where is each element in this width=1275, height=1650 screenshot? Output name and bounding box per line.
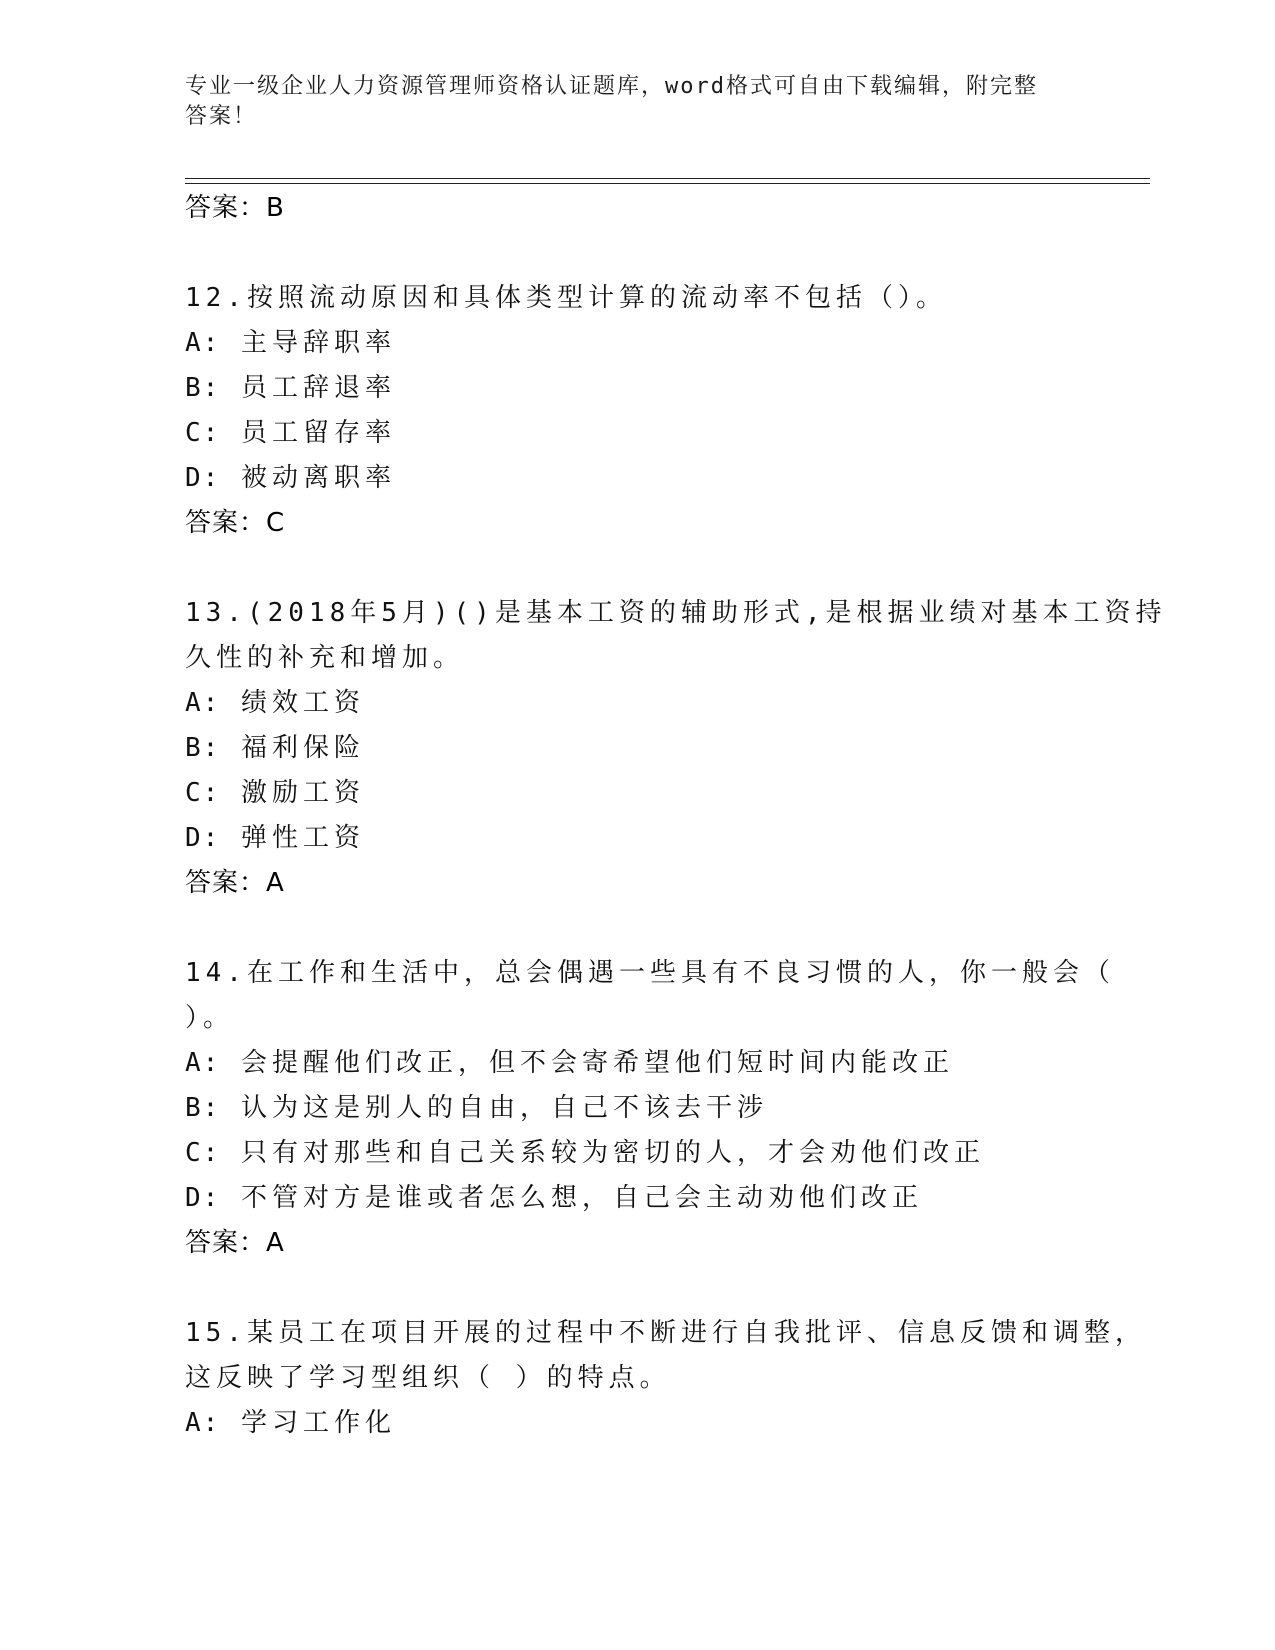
question-text: 久性的补充和增加。 [185, 643, 465, 673]
option-letter: C: [185, 418, 221, 448]
question-block [185, 186, 1085, 231]
block-spacer [185, 1266, 1085, 1311]
option-row [185, 411, 1085, 456]
answer-line: 答案：A [185, 1228, 285, 1258]
option-row [185, 726, 1085, 771]
block-spacer [185, 231, 1085, 276]
block-spacer [185, 906, 1085, 951]
option-letter: B: [185, 1093, 221, 1123]
option-letter: D: [185, 823, 221, 853]
header-rule-thick [185, 183, 1150, 184]
option-row [185, 816, 1085, 861]
option-text: 学习工作化 [240, 1408, 396, 1438]
option-text: 绩效工资 [240, 688, 365, 718]
question-block [185, 231, 1085, 546]
option-text: 弹性工资 [240, 823, 365, 853]
option-text: 主导辞职率 [240, 328, 396, 358]
header-line-1: 专业一级企业人力资源管理师资格认证题库，word格式可自由下载编辑，附完整 [185, 74, 1038, 99]
option-letter: A: [185, 1048, 221, 1078]
option-letter: D: [185, 1183, 221, 1213]
question-text: 12.按照流动原因和具体类型计算的流动率不包括（）。 [185, 283, 947, 313]
option-letter: B: [185, 373, 221, 403]
option-row [185, 1041, 1085, 1086]
option-text: 认为这是别人的自由，自己不该去干涉 [240, 1093, 768, 1123]
question-text: 13.(2018年5月)()是基本工资的辅助形式,是根据业绩对基本工资持 [185, 598, 1167, 628]
option-letter: A: [185, 328, 221, 358]
question-block [185, 1266, 1146, 1446]
option-letter: B: [185, 733, 221, 763]
option-letter: C: [185, 1138, 221, 1168]
option-text: 福利保险 [240, 733, 365, 763]
question-list [185, 186, 1167, 1446]
option-text: 员工留存率 [240, 418, 396, 448]
option-row [185, 456, 1085, 501]
option-letter: D: [185, 463, 221, 493]
option-letter: A: [185, 688, 221, 718]
page-header [185, 72, 1085, 132]
answer-line: 答案：A [185, 868, 285, 898]
question-block [185, 906, 1115, 1266]
option-row [185, 321, 1085, 366]
option-letter: C: [185, 778, 221, 808]
option-text: 激励工资 [240, 778, 365, 808]
question-text: 15.某员工在项目开展的过程中不断进行自我批评、信息反馈和调整， [185, 1318, 1146, 1348]
option-row [185, 366, 1085, 411]
option-row [185, 1131, 1085, 1176]
option-row [185, 771, 1085, 816]
option-row [185, 1086, 1085, 1131]
option-text: 会提醒他们改正，但不会寄希望他们短时间内能改正 [240, 1048, 954, 1078]
option-text: 被动离职率 [240, 463, 396, 493]
option-row [185, 681, 1085, 726]
header-line-2: 答案！ [185, 104, 258, 129]
answer-line: 答案：C [185, 508, 286, 538]
option-row [185, 1401, 1085, 1446]
option-row [185, 1176, 1085, 1221]
answer-line: 答案：B [185, 193, 285, 223]
option-letter: A: [185, 1408, 221, 1438]
option-text: 只有对那些和自己关系较为密切的人，才会劝他们改正 [240, 1138, 985, 1168]
question-text: 这反映了学习型组织（ ）的特点。 [185, 1363, 671, 1393]
question-text: ）。 [185, 1003, 235, 1033]
question-block [185, 546, 1167, 906]
block-spacer [185, 546, 1085, 591]
header-rule-thin [185, 178, 1150, 179]
option-text: 不管对方是谁或者怎么想，自己会主动劝他们改正 [240, 1183, 923, 1213]
question-text: 14.在工作和生活中，总会偶遇一些具有不良习惯的人，你一般会（ [185, 958, 1115, 988]
option-text: 员工辞退率 [240, 373, 396, 403]
